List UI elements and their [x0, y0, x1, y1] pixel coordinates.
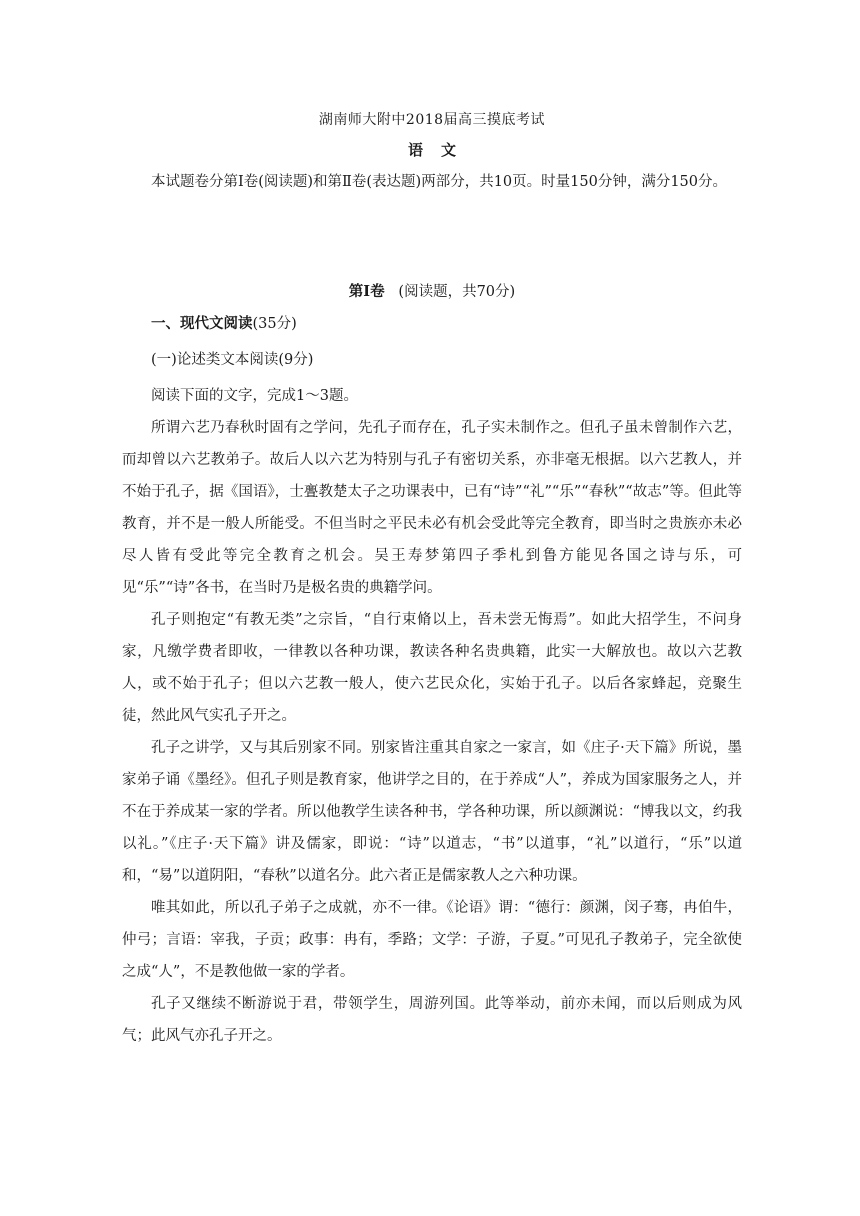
passage-paragraph-5: 孔子又继续不断游说于君，带领学生，周游列国。此等举动，前亦未闻，而以后则成为风气；此风气亦孔子开之。: [122, 996, 742, 1044]
subject-title: [122, 138, 742, 162]
part-desc: (阅读题，共70分): [398, 284, 516, 300]
part-label: 第Ⅰ卷: [348, 283, 385, 300]
section-score: (35分): [252, 316, 297, 332]
exam-page: [122, 108, 742, 1052]
section-label: 一、现代文阅读: [151, 315, 253, 332]
subsection-heading: (一)论述类文本阅读(9分): [151, 352, 314, 368]
passage-paragraph-2: 孔子则抱定“有教无类”之宗旨，“自行束脩以上，吾未尝无悔焉”。如此大招学生，不问身家，凡缴学费者即收，一律教以各种功课，教读各种名贵典籍，此实一大解放也。故以六艺教人，或不始于孔子；但以六艺教一般人，使六艺民众化，实始于孔子。以后各家蜂起，竞聚生徒，然此风气实孔子开之。: [122, 612, 742, 724]
section-heading: [122, 308, 742, 340]
subject-char-1: 语: [407, 141, 423, 159]
exam-title: 湖南师大附中2018届高三摸底考试: [318, 112, 546, 128]
passage-paragraph-1: 所谓六艺乃春秋时固有之学问，先孔子而存在，孔子实未制作之。但孔子虽未曾制作六艺，而却曾以六艺教弟子。故后人以六艺为特别与孔子有密切关系，亦非毫无根据。以六艺教人，并不始于孔子，据《国语》，士亹教楚太子之功课表中，已有“诗”“礼”“乐”“春秋”“故志”等。但此等教育，并不是一般人所能受。不但当时之平民未必有机会受此等完全教育，即当时之贵族亦未必尽人皆有受此等完全教育之机会。吴王寿梦第四子季札到鲁方能见各国之诗与乐，可见“乐”“诗”各书，在当时乃是极名贵的典籍学问。: [122, 420, 742, 596]
passage-paragraph-3: 孔子之讲学，又与其后别家不同。别家皆注重其自家之一家言，如《庄子·天下篇》所说，墨家弟子诵《墨经》。但孔子则是教育家，他讲学之目的，在于养成“人”，养成为国家服务之人，并不在于养成某一家的学者。所以他教学生读各种书，学各种功课，所以颜渊说：“博我以文，约我以礼。”《庄子·天下篇》讲及儒家，即说：“诗”以道志，“书”以道事，“礼”以道行，“乐”以道和，“易”以道阴阳，“春秋”以道名分。此六者正是儒家教人之六种功课。: [122, 740, 742, 884]
passage-paragraph-4: 唯其如此，所以孔子弟子之成就，亦不一律。《论语》谓：“德行：颜渊，闵子骞，冉伯牛，仲弓；言语：宰我，子贡；政事：冉有，季路；文学：子游，子夏。”可见孔子教弟子，完全欲使之成“人”，不是教他做一家的学者。: [122, 900, 742, 980]
subject-char-2: 文: [441, 141, 457, 159]
part-title: [122, 280, 742, 304]
reading-instruction: 阅读下面的文字，完成1～3题。: [151, 388, 358, 404]
exam-intro: 本试题卷分第Ⅰ卷(阅读题)和第Ⅱ卷(表达题)两部分，共10页。时量150分钟，满分150分。: [151, 174, 728, 190]
